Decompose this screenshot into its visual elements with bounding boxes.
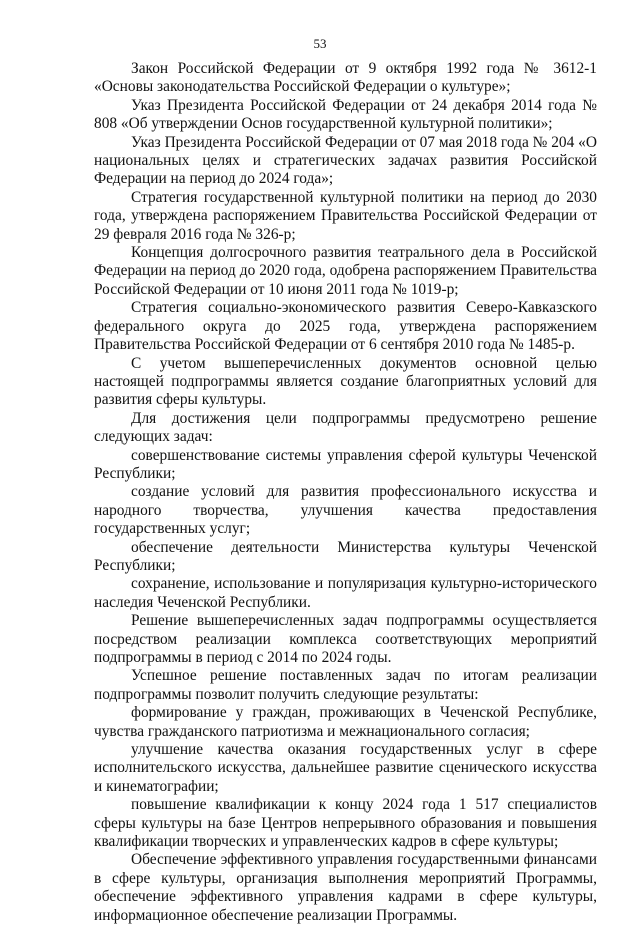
document-body xyxy=(94,60,597,925)
task-item: сохранение, использование и популяризация культурно-исторического наследия Чеченской Республики. xyxy=(94,575,597,611)
paragraph-decree-204: Указ Президента Российской Федерации от 07 мая 2018 года № 204 «О национальных целях и стратегических задачах развития Российской Федерации на период до 2024 года»; xyxy=(94,133,597,188)
result-item: улучшение качества оказания государственных услуг в сфере исполнительского искусства, дальнейшее развитие сценического искусства и кинематографии; xyxy=(94,741,597,795)
task-item: обеспечение деятельности Министерства культуры Чеченской Республики; xyxy=(94,538,597,574)
paragraph-decree-808: Указ Президента Российской Федерации от 24 декабря 2014 года № 808 «Об утверждении Основ государственной культурной политики»; xyxy=(94,96,597,133)
paragraph-tasks-intro: Для достижения цели подпрограммы предусмотрено решение следующих задач: xyxy=(94,409,597,446)
paragraph-strategy-cultural-policy: Стратегия государственной культурной политики на период до 2030 года, утверждена распоряжением Правительства Российской Федерации от 29 февраля 2016 года № 326-р; xyxy=(94,188,597,243)
result-item: Обеспечение эффективного управления государственными финансами в сфере культуры, организация выполнения мероприятий Программы, обеспечение эффективного управления кадрами в сфере культуры, информационное обеспечение реализации Программы. xyxy=(94,851,597,924)
paragraph-main-goal: С учетом вышеперечисленных документов основной целью настоящей подпрограммы является создание благоприятных условий для развития сферы культуры. xyxy=(94,354,597,409)
task-item: создание условий для развития профессионального искусства и народного творчества, улучшения качества предоставления государственных услуг; xyxy=(94,483,597,538)
page-number: 53 xyxy=(313,36,327,51)
task-item: совершенствование системы управления сферой культуры Чеченской Республики; xyxy=(94,446,597,482)
paragraph-implementation-period: Решение вышеперечисленных задач подпрограммы осуществляется посредством реализации комплекса соответствующих мероприятий подпрограммы в период с 2014 по 2024 годы. xyxy=(94,612,597,666)
paragraph-results-intro: Успешное решение поставленных задач по итогам реализации подпрограммы позволит получить следующие результаты: xyxy=(94,667,597,703)
paragraph-north-caucasus-strategy: Стратегия социально-экономического развития Северо-Кавказского федерального округа до 2025 года, утверждена распоряжением Правительства Российской Федерации от 6 сентября 2010 года № 1485-р. xyxy=(94,299,597,354)
paragraph-law-3612-1: Закон Российской Федерации от 9 октября 1992 года № 3612-1 «Основы законодательства Российской Федерации о культуре»; xyxy=(94,60,597,96)
result-item: формирование у граждан, проживающих в Чеченской Республике, чувства гражданского патриотизма и межнационального согласия; xyxy=(94,704,597,740)
paragraph-theatre-concept: Концепция долгосрочного развития театрального дела в Российской Федерации на период до 2020 года, одобрена распоряжением Правительства Российской Федерации от 10 июня 2011 года № 1019-р; xyxy=(94,244,597,298)
result-item: повышение квалификации к концу 2024 года 1 517 специалистов сферы культуры на базе Центров непрерывного образования и повышения квалификации творческих и управленческих кадров в сфере культуры; xyxy=(94,796,597,851)
